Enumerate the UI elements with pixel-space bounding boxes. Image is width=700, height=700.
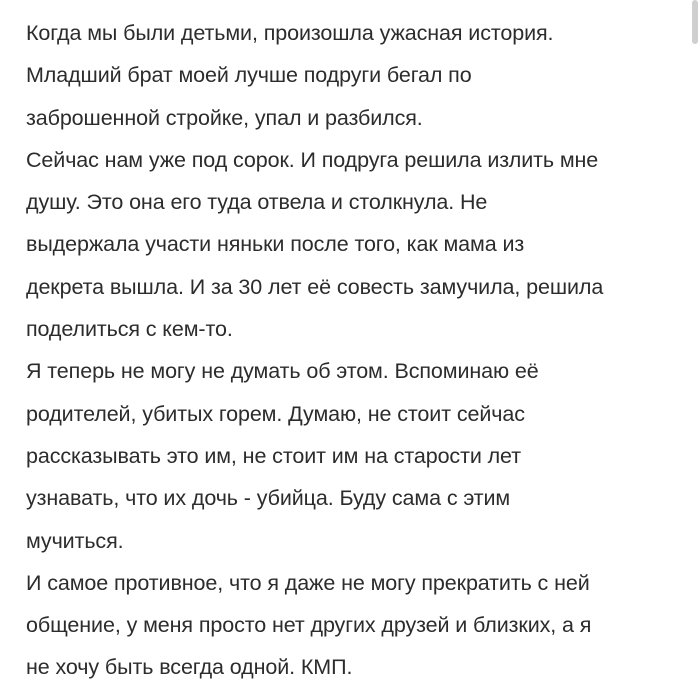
text-line: Когда мы были детьми, произошла ужасная история. [26, 21, 554, 45]
scrollbar-thumb[interactable] [692, 0, 698, 44]
text-line: поделиться с кем-то. [26, 317, 233, 342]
text-line: Младший брат моей лучше подруги бегал по [26, 63, 472, 88]
text-line: выдержала участи няньки после того, как мама из [26, 232, 525, 257]
text-line: заброшенной стройке, упал и разбился. [26, 105, 423, 130]
text-line: родителей, убитых горем. Думаю, не стоит сейчас [26, 401, 525, 426]
text-line: Я теперь не могу не думать об этом. Вспоминаю её [26, 359, 539, 384]
text-line: Сейчас нам уже под сорок. И подруга решила излить мне [26, 147, 599, 172]
text-line: мучиться. [26, 528, 124, 553]
text-line: декрета вышла. И за 30 лет её совесть замучила, решила [26, 274, 604, 299]
post-text [26, 12, 686, 689]
text-line: И самое противное, что я даже не могу прекратить с ней [26, 570, 590, 595]
text-line: душу. Это она его туда отвела и столкнула. Не [26, 190, 488, 215]
text-line: общение, у меня просто нет других друзей и близких, а я [26, 613, 592, 638]
scrollbar[interactable] [690, 0, 700, 700]
text-line: рассказывать это им, не стоит им на старости лет [26, 443, 521, 468]
text-line: не хочу быть всегда одной. КМП. [26, 655, 353, 680]
text-line: узнавать, что их дочь - убийца. Буду сама с этим [26, 486, 511, 511]
